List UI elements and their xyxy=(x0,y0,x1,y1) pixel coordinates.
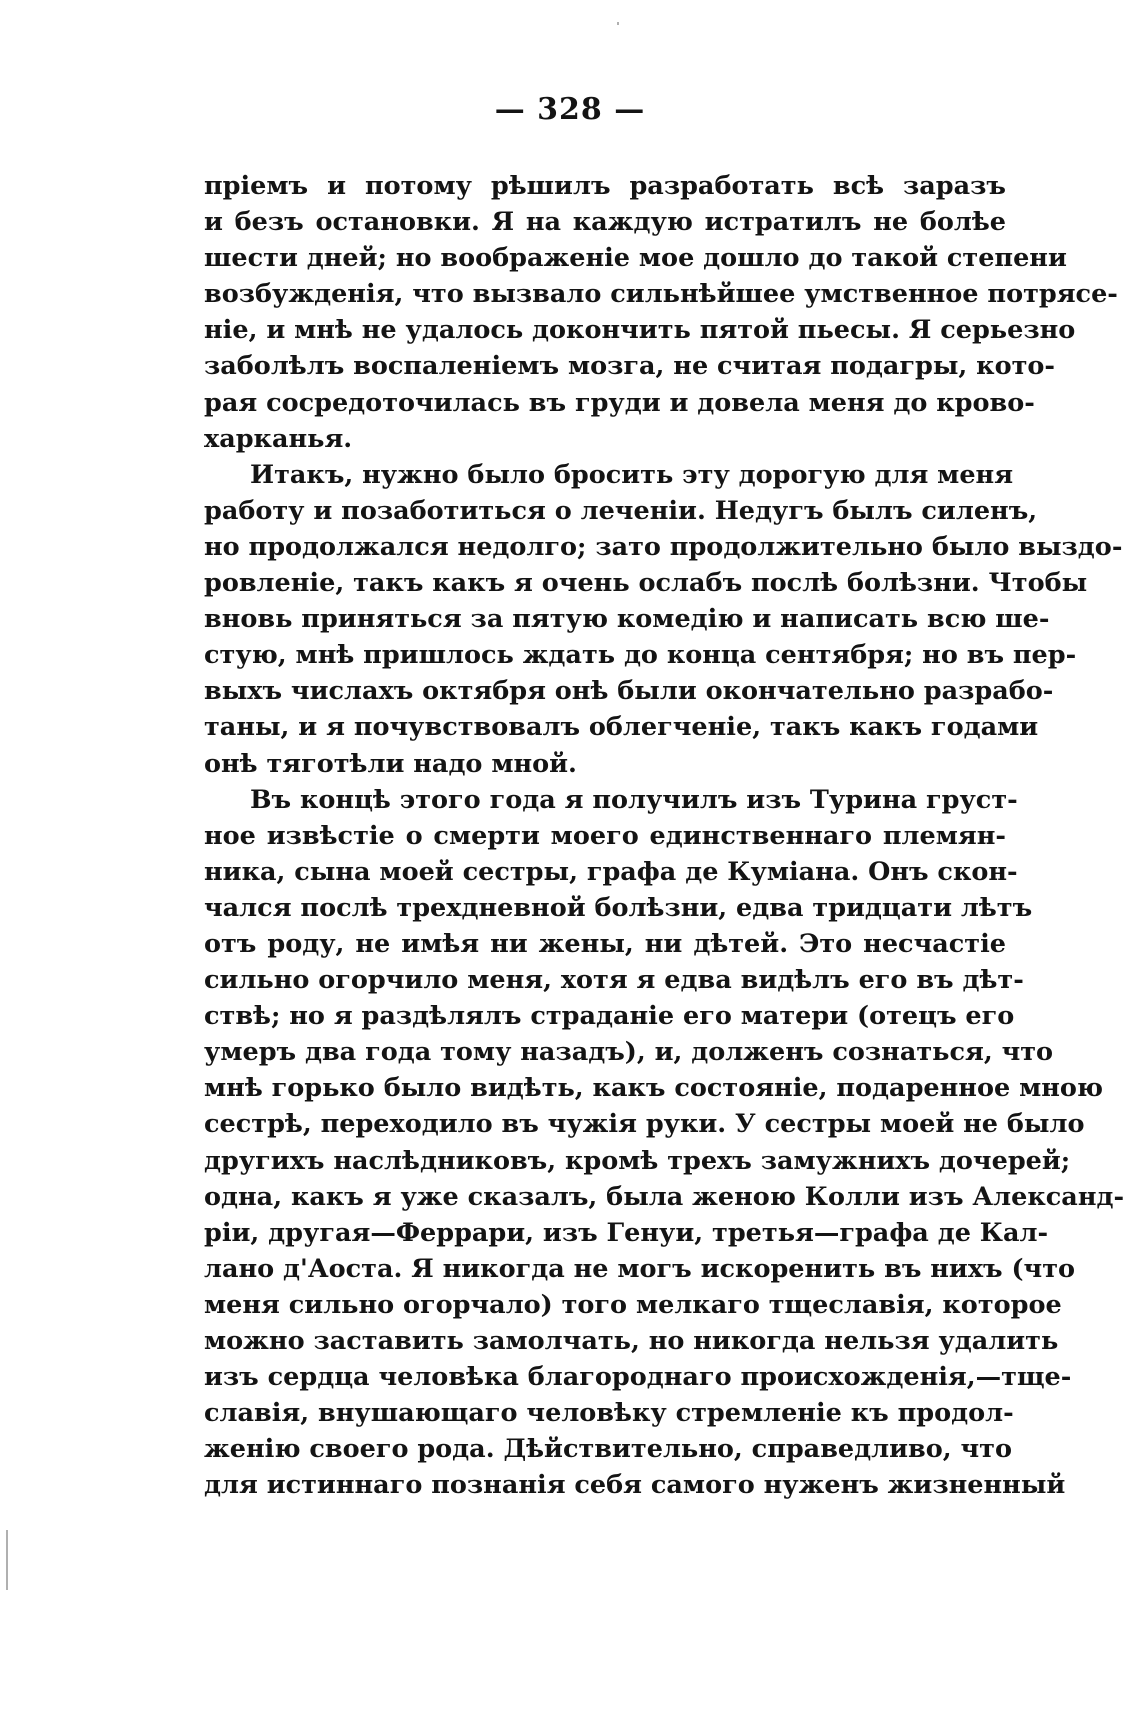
text-line: Въ концѣ этого года я получилъ изъ Турина груст- xyxy=(250,784,1018,815)
text-line: изъ сердца человѣка благороднаго происхожденія,—тще- xyxy=(204,1362,1072,1393)
text-line: славія, внушающаго человѣку стремленіе къ продол- xyxy=(204,1398,1014,1429)
text-line: выхъ числахъ октября онѣ были окончательно разрабо- xyxy=(204,676,1054,707)
text-line: умеръ два года тому назадъ), и, долженъ сознаться, что xyxy=(204,1037,1054,1068)
text-line: пріемъ и потому рѣшилъ разработать всѣ заразъ xyxy=(204,171,1006,201)
text-line: но продолжался недолго; зато продолжительно было выздо- xyxy=(204,531,1123,562)
text-line: ніе, и мнѣ не удалось докончить пятой пьесы. Я серьезно xyxy=(204,315,1076,346)
text-line: таны, и я почувствовалъ облегченіе, такъ какъ годами xyxy=(204,712,1039,743)
text-line: ника, сына моей сестры, графа де Куміана. Онъ скон- xyxy=(204,856,1018,887)
text-line: сестрѣ, переходило въ чужія руки. У сестры моей не было xyxy=(204,1109,1085,1140)
text-line: стую, мнѣ пришлось ждать до конца сентября; но въ пер- xyxy=(204,640,1077,671)
text-line: онѣ тяготѣли надо мной. xyxy=(204,748,577,779)
text-line: другихъ наслѣдниковъ, кромѣ трехъ замужнихъ дочерей; xyxy=(204,1145,1071,1176)
text-line: Итакъ, нужно было бросить эту дорогую для меня xyxy=(250,459,1014,490)
text-line: шести дней; но воображеніе мое дошло до такой степени xyxy=(204,243,1067,274)
text-line: отъ роду, не имѣя ни жены, ни дѣтей. Это несчастіе xyxy=(204,928,1006,959)
text-line: ріи, другая—Феррари, изъ Генуи, третья—графа де Кал- xyxy=(204,1217,1049,1248)
text-line: лано д'Аоста. Я никогда не могъ искоренить въ нихъ (что xyxy=(204,1253,1076,1284)
text-line: мнѣ горько было видѣть, какъ состояніе, подаренное мною xyxy=(204,1073,1104,1104)
text-line: харканья. xyxy=(204,423,353,454)
text-line: ное извѣстіе о смерти моего единственнаго племян- xyxy=(204,820,1006,851)
text-line: женію своего рода. Дѣйствительно, справедливо, что xyxy=(204,1434,1012,1465)
text-line: меня сильно огорчало) того мелкаго тщеславія, которое xyxy=(204,1289,1062,1320)
text-line: одна, какъ я уже сказалъ, была женою Колли изъ Александ- xyxy=(204,1181,1125,1212)
text-line: чался послѣ трехдневной болѣзни, едва тридцати лѣтъ xyxy=(204,892,1033,923)
text-line: ровленіе, такъ какъ я очень ослабъ послѣ болѣзни. Чтобы xyxy=(204,568,1088,599)
scan-speck xyxy=(617,22,619,25)
page-number: — 328 — xyxy=(494,92,646,127)
text-line: и безъ остановки. Я на каждую истратилъ не болѣе xyxy=(204,207,1006,238)
body-text xyxy=(204,168,1125,1503)
text-line: возбужденія, что вызвало сильнѣйшее умственное потрясе- xyxy=(204,279,1118,310)
text-line: рая сосредоточилась въ груди и довела меня до крово- xyxy=(204,387,1035,418)
text-line: работу и позаботиться о леченіи. Недугъ былъ силенъ, xyxy=(204,495,1038,526)
text-line: можно заставить замолчать, но никогда нельзя удалить xyxy=(204,1326,1059,1356)
text-line: вновь приняться за пятую комедію и написать всю ше- xyxy=(204,604,1050,635)
text-line: заболѣлъ воспаленіемъ мозга, не считая подагры, кото- xyxy=(204,351,1055,382)
text-line: для истиннаго познанія себя самого нуженъ жизненный xyxy=(204,1470,1066,1501)
scan-edge-mark xyxy=(6,1530,8,1590)
text-line: сильно огорчило меня, хотя я едва видѣлъ его въ дѣт- xyxy=(204,965,1024,996)
text-line: ствѣ; но я раздѣлялъ страданіе его матери (отецъ его xyxy=(204,1001,1015,1032)
